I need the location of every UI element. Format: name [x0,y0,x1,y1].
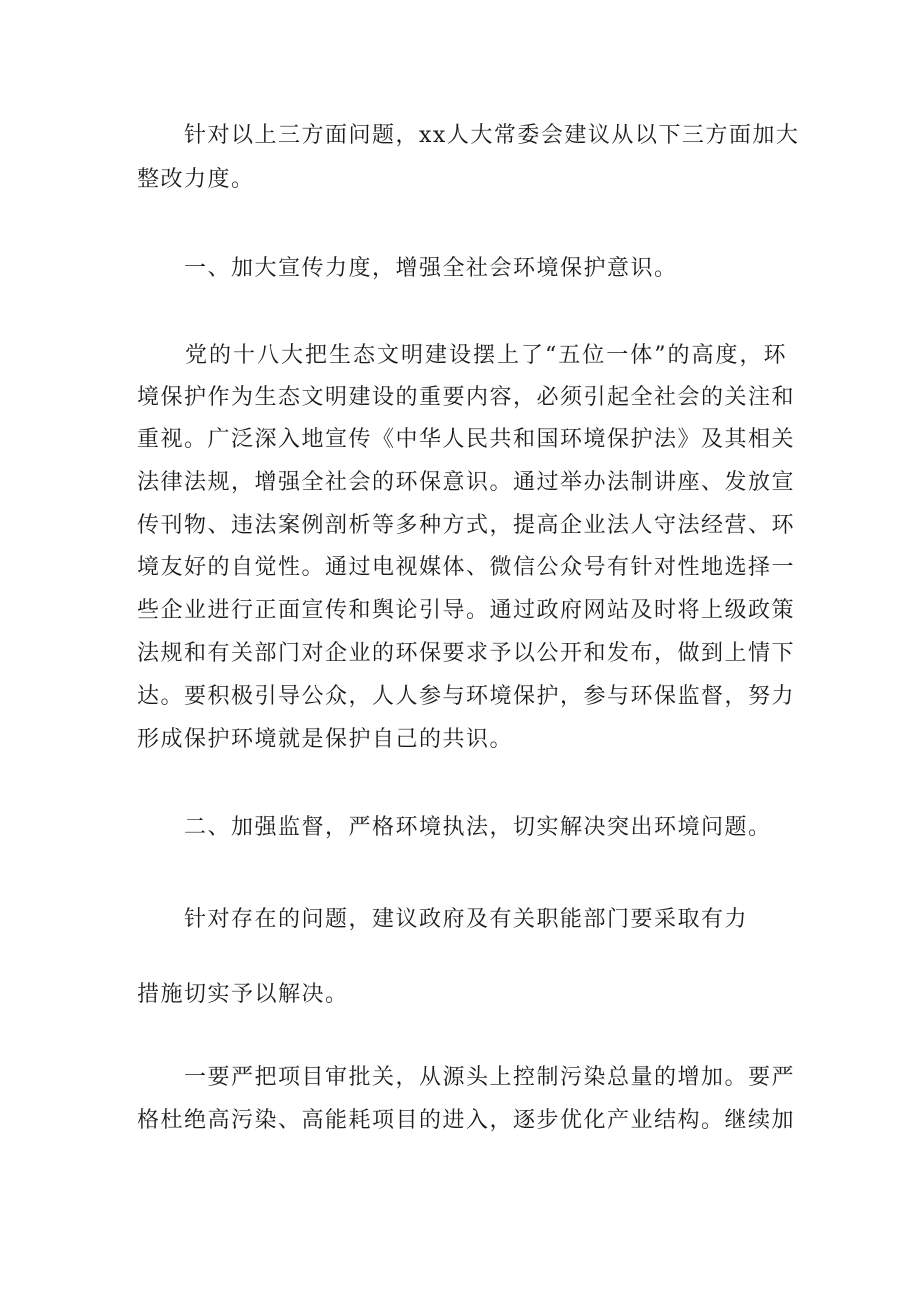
text-line: 格杜绝高污染、高能耗项目的进入，逐步优化产业结构。继续加 [137,1108,796,1133]
text-line: 党的十八大把生态文明建设摆上了“五位一体”的高度，环 [137,343,787,368]
text-line: 达。要积极引导公众，人人参与环境保护，参与环保监督，努力 [137,684,796,709]
section-heading: 一、加大宣传力度，增强全社会环境保护意识。 [137,256,678,281]
text-line: 境保护作为生态文明建设的重要内容，必须引起全社会的关注和 [137,385,796,410]
text-line: 一要严把项目审批关，从源头上控制污染总量的增加。要严 [137,1065,796,1090]
text-line: 措施切实予以解决。 [137,982,349,1007]
text-line: 重视。广泛深入地宣传《中华人民共和国环境保护法》及其相关 [137,427,796,452]
text-line: 形成保护环境就是保护自己的共识。 [137,727,514,752]
text-line: 针对存在的问题，建议政府及有关职能部门要采取有力 [137,907,749,932]
text-line: 针对以上三方面问题，xx人大常委会建议从以下三方面加大 [137,123,800,148]
text-line: 法规和有关部门对企业的环保要求予以公开和发布，做到上情下 [137,641,796,666]
text-line: 些企业进行正面宣传和舆论引导。通过政府网站及时将上级政策 [137,598,796,623]
section-heading: 二、加强监督，严格环境执法，切实解决突出环境问题。 [137,815,772,840]
text-line: 传刊物、违法案例剖析等多种方式，提高企业法人守法经营、环 [137,513,796,538]
text-line: 整改力度。 [137,167,255,192]
text-line: 境友好的自觉性。通过电视媒体、微信公众号有针对性地选择一 [137,555,796,580]
text-line: 法律法规，增强全社会的环保意识。通过举办法制讲座、发放宣 [137,470,796,495]
